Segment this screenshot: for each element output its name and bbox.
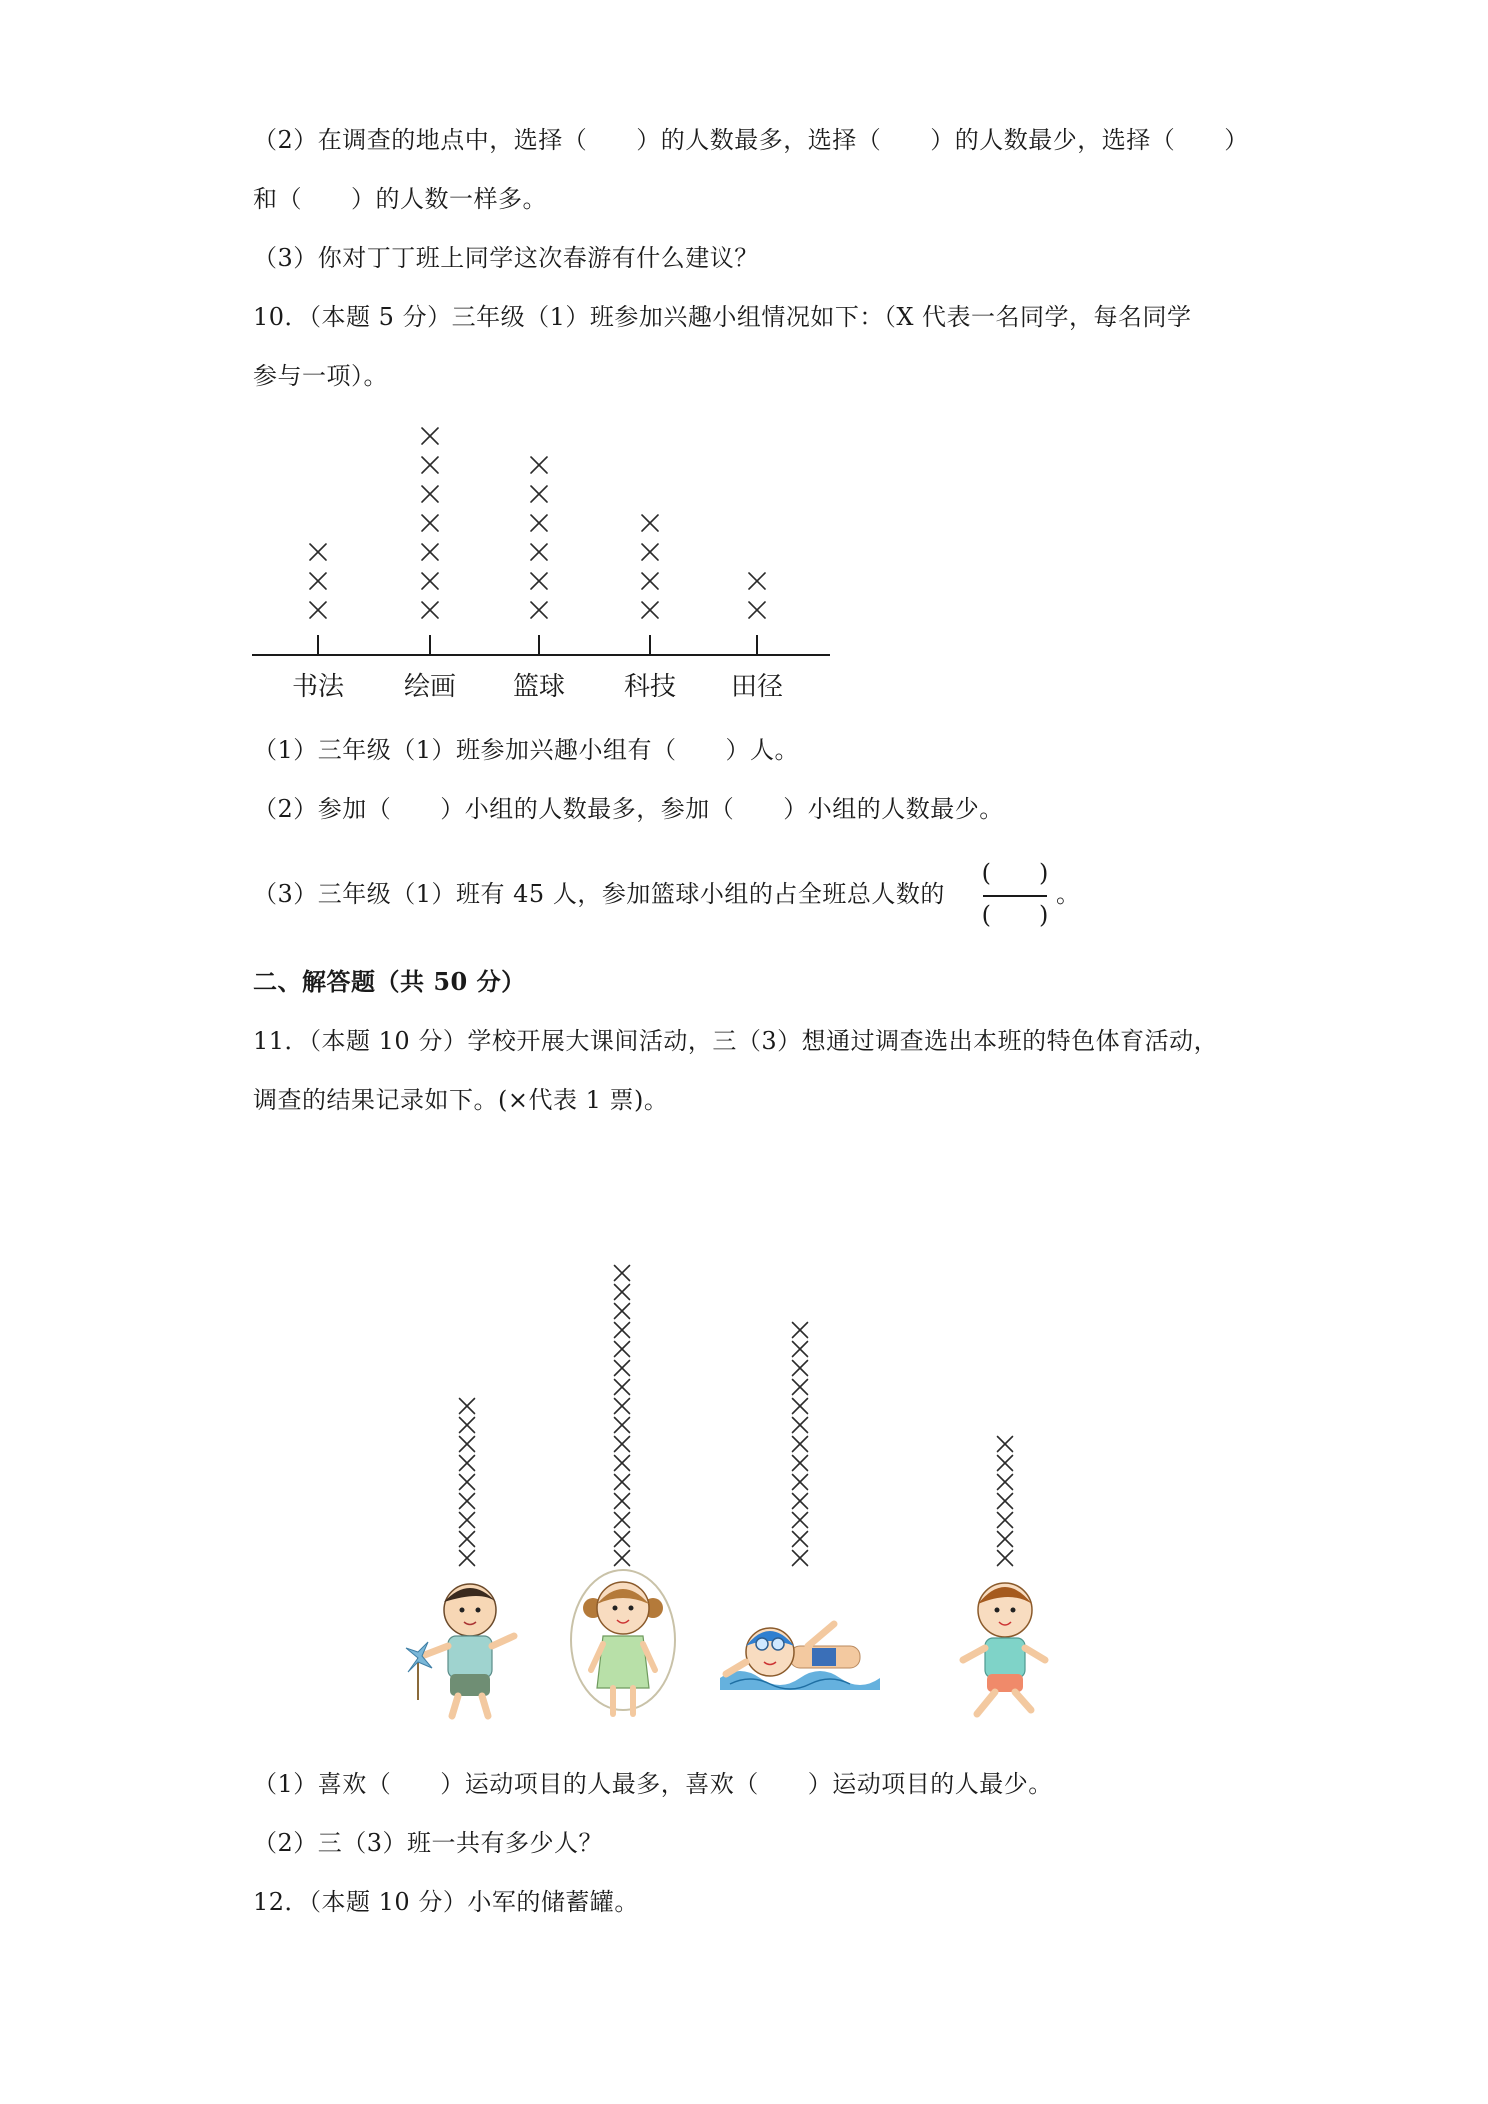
x-mark	[615, 1304, 630, 1319]
x-mark	[460, 1418, 475, 1433]
x-mark	[998, 1551, 1013, 1566]
q12-stem: 12．（本题 10 分）小军的储蓄罐。	[253, 1888, 639, 1916]
x-mark	[793, 1380, 808, 1395]
swimming-boy-icon	[720, 1624, 880, 1690]
q11-part2: （2）三（3）班一共有多少人？	[253, 1829, 604, 1857]
x-mark	[793, 1513, 808, 1528]
fraction-denominator: ( )	[981, 901, 1049, 929]
q10-stem-line2: 参与一项）。	[253, 362, 388, 390]
category-label: 田径	[730, 672, 784, 702]
x-mark	[460, 1475, 475, 1490]
x-mark	[793, 1323, 808, 1338]
x-mark	[793, 1475, 808, 1490]
x-mark	[615, 1266, 630, 1281]
x-mark	[793, 1361, 808, 1376]
x-mark	[615, 1418, 630, 1433]
q10-stem-line1: 10．（本题 5 分）三年级（1）班参加兴趣小组情况如下：（X 代表一名同学，每名同学	[253, 303, 1192, 331]
x-mark	[793, 1456, 808, 1471]
category-label: 绘画	[403, 672, 457, 702]
x-mark	[460, 1437, 475, 1452]
x-mark	[615, 1532, 630, 1547]
q11-stem-line2: 调查的结果记录如下。(×代表 1 票)。	[253, 1086, 669, 1114]
jump-rope-girl-icon	[571, 1570, 675, 1714]
x-mark	[615, 1551, 630, 1566]
q10-part3: （3）三年级（1）班有 45 人，参加篮球小组的占全班总人数的	[253, 880, 945, 908]
x-mark	[793, 1551, 808, 1566]
x-mark	[998, 1475, 1013, 1490]
q10-part2: （2）参加（ ）小组的人数最多，参加（ ）小组的人数最少。	[253, 795, 1004, 823]
pinwheel-boy-icon	[406, 1584, 514, 1716]
x-mark	[793, 1437, 808, 1452]
q10-part3-end: 。	[1056, 880, 1081, 908]
q10-part1: （1）三年级（1）班参加兴趣小组有（ ）人。	[253, 736, 800, 764]
x-mark	[793, 1418, 808, 1433]
x-mark	[998, 1532, 1013, 1547]
x-mark	[460, 1532, 475, 1547]
x-mark	[998, 1437, 1013, 1452]
x-mark	[460, 1551, 475, 1566]
x-mark	[615, 1285, 630, 1300]
x-mark	[615, 1437, 630, 1452]
category-label: 篮球	[512, 672, 566, 702]
x-mark	[793, 1532, 808, 1547]
q9-part2-line2: 和（ ）的人数一样多。	[253, 185, 547, 213]
x-mark	[793, 1494, 808, 1509]
q9-part3: （3）你对丁丁班上同学这次春游有什么建议？	[253, 244, 759, 272]
x-mark	[615, 1399, 630, 1414]
x-mark	[998, 1513, 1013, 1528]
category-label: 书法	[291, 672, 345, 702]
x-mark	[615, 1494, 630, 1509]
section-title: 二、解答题（共 50 分）	[253, 967, 526, 996]
x-mark	[615, 1323, 630, 1338]
x-mark	[460, 1494, 475, 1509]
running-boy-icon	[963, 1583, 1045, 1714]
x-mark	[615, 1475, 630, 1490]
x-mark	[793, 1342, 808, 1357]
q9-part2-line1: （2）在调查的地点中，选择（ ）的人数最多，选择（ ）的人数最少，选择（ ）	[253, 126, 1249, 154]
x-mark	[460, 1399, 475, 1414]
x-mark	[460, 1456, 475, 1471]
x-mark	[615, 1361, 630, 1376]
x-mark	[615, 1456, 630, 1471]
x-mark	[615, 1342, 630, 1357]
q11-stem-line1: 11．（本题 10 分）学校开展大课间活动，三（3）想通过调查选出本班的特色体育活动，	[253, 1027, 1219, 1055]
x-mark	[998, 1456, 1013, 1471]
x-mark	[793, 1399, 808, 1414]
q11-part1: （1）喜欢（ ）运动项目的人最多，喜欢（ ）运动项目的人最少。	[253, 1770, 1053, 1798]
x-mark	[998, 1494, 1013, 1509]
x-mark	[615, 1513, 630, 1528]
x-mark	[460, 1513, 475, 1528]
x-mark	[615, 1380, 630, 1395]
category-label: 科技	[623, 672, 677, 702]
fraction-numerator: ( )	[981, 859, 1049, 887]
